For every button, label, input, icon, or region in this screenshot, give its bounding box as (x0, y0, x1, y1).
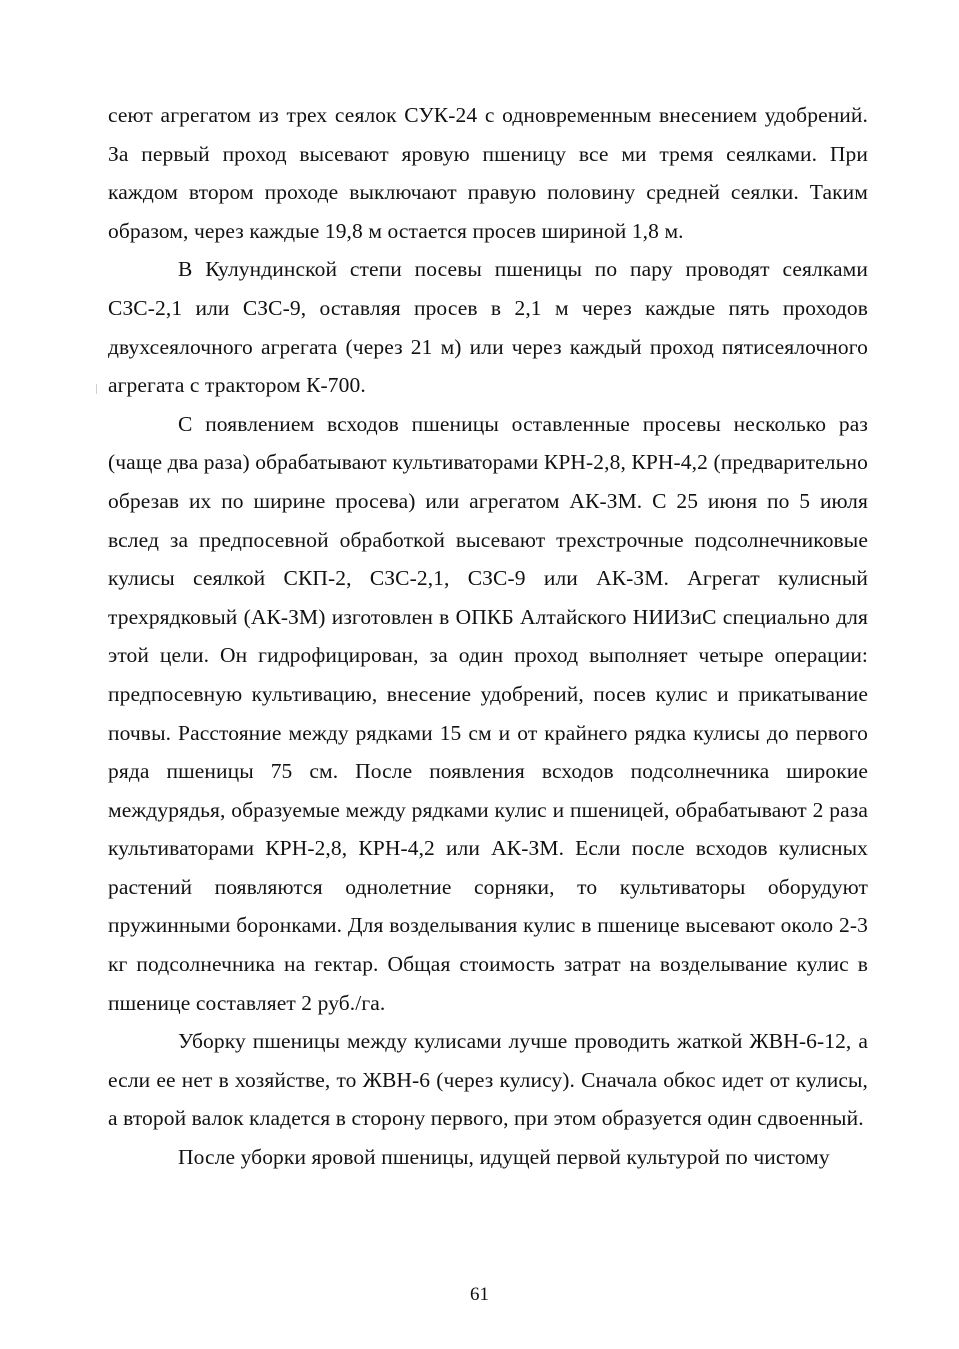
paragraph: С появлением всходов пшеницы оставленные просевы несколько раз (чаще два раза) обрабатывают культиваторами КРН-2,8, КРН-4,2 (предварительно обрезав их по ширине просева) или агрегатом АК-ЗМ. С 25 июня по 5 июля вслед за предпосевной обработкой высевают трехстрочные подсолнечниковые кулисы сеялкой СКП-2, СЗС-2,1, СЗС-9 или АК-ЗМ. Агрегат кулисный трехрядковый (АК-ЗМ) изготовлен в ОПКБ Алтайского НИИЗиС специально для этой цели. Он гидрофицирован, за один проход выполняет четыре операции: предпосевную культивацию, внесение удобрений, посев кулис и прикатывание почвы. Расстояние между рядками 15 см и от крайнего рядка кулисы до первого ряда пшеницы 75 см. После появления всходов подсолнечника широкие междурядья, образуемые между рядками кулис и пшеницей, обрабатывают 2 раза культиваторами КРН-2,8, КРН-4,2 или АК-ЗМ. Если после всходов кулисных растений появляются однолетние сорняки, то культиваторы оборудуют пружинными боронками. Для возделывания кулис в пшенице высевают около 2-3 кг подсолнечника на гектар. Общая стоимость затрат на возделывание кулис в пшенице составляет 2 руб./га. (108, 411, 868, 1015)
paragraph: Уборку пшеницы между кулисами лучше проводить жаткой ЖВН-6-12, а если ее нет в хозяйстве, то ЖВН-6 (через кулису). Сначала обкос идет от кулисы, а второй валок кладется в сторону первого, при этом образуется один сдвоенный. (108, 1029, 868, 1131)
paragraph: сеют агрегатом из трех сеялок СУК-24 с одновременным внесением удобрений. За первый проход высевают яровую пшеницу все ми тремя сеялками. При каждом втором проходе выключают правую половину средней сеялки. Таким образом, через каждые 19,8 м остается просев шириной 1,8 м. (108, 103, 868, 243)
scan-artifact (96, 384, 97, 394)
page-number: 61 (470, 1284, 489, 1305)
paragraph: В Кулундинской степи посевы пшеницы по пару проводят сеялками СЗС-2,1 или СЗС-9, оставляя просев в 2,1 м через каждые пять проходов двухсеялочного агрегата (через 21 м) или через каждый проход пятисеялочного агрегата с трактором К-700. (108, 257, 868, 398)
body-text (108, 96, 868, 1177)
paragraph: После уборки яровой пшеницы, идущей первой культурой по чистому (178, 1145, 830, 1170)
